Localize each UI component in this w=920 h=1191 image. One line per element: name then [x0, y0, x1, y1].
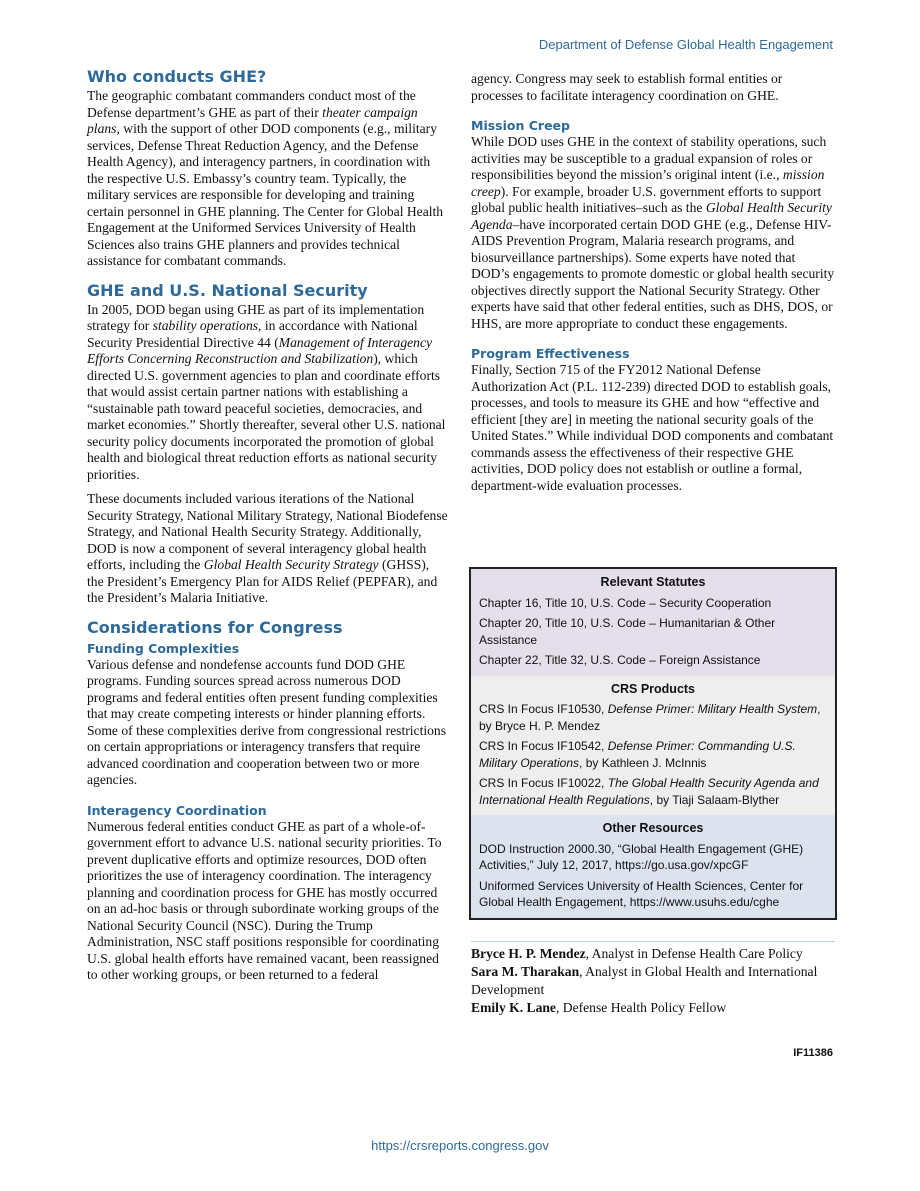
- relevant-statutes-heading: Relevant Statutes: [600, 575, 706, 589]
- relevant-statutes-section: [471, 569, 835, 676]
- other-resources-section: [471, 815, 835, 918]
- left-column: [87, 66, 449, 984]
- resources-sidebar: [469, 567, 837, 920]
- crs-product-item: CRS In Focus IF10542, Defense Primer: Commanding U.S. Military Operations, by Kathleen J. McInnis: [479, 739, 796, 770]
- interagency-paragraph: Numerous federal entities conduct GHE as part of a whole-of-government effort to advance U.S. national security priorities. To prevent duplicative efforts and optimize resources, DOD often prioritizes the use of interagency coordination. The interagency planning and coordination process for GHE has mostly occurred on an ad-hoc basis or through subordinate working groups of the National Security Council (NSC). During the Trump Administration, NSC staff positions responsible for coordinating U.S. global health efforts have remained vacant, been reassigned to other working groups, or been returned to a federal: [87, 818, 442, 982]
- running-header: Department of Defense Global Health Engagement: [538, 37, 833, 52]
- footer-url[interactable]: https://crsreports.congress.gov: [371, 1138, 549, 1153]
- other-resources-heading: Other Resources: [602, 821, 704, 835]
- author-entry: Emily K. Lane, Defense Health Policy Fellow: [471, 1000, 727, 1015]
- crs-products-heading: CRS Products: [610, 681, 696, 696]
- considerations-heading: Considerations for Congress: [87, 617, 343, 637]
- crs-product-item: CRS In Focus IF10022, The Global Health Security Agenda and International Health Regulations, by Tiaji Salaam-Blyther: [479, 776, 819, 807]
- program-effectiveness-heading: Program Effectiveness: [471, 346, 630, 361]
- natsec-paragraph-1: In 2005, DOD began using GHE as part of its implementation strategy for stability operations, in accordance with National Security Presidential Directive 44 (Management of Interagency Efforts Concerning Reconstruction and Stabilization), which directed U.S. government agencies to plan and coordinate efforts that would assist certain partner nations with establishing a “sustainable path toward peaceful societies, democracies, and market economies.” Shortly thereafter, several other U.S. national security policy documents incorporated the promotion of global health and biological threat reduction efforts as national security priorities.: [87, 301, 446, 482]
- program-effectiveness-paragraph: Finally, Section 715 of the FY2012 National Defense Authorization Act (P.L. 112-239) directed DOD to establish goals, processes, and tools to measure its GHE and how “effective and efficient [they are] in meeting the national security goals of the United States.” While individual DOD components and combatant commands assess the effectiveness of their respective GHE activities, DOD policy does not establish or outline a formal, department-wide evaluation processes.: [471, 362, 834, 493]
- mission-creep-paragraph: While DOD uses GHE in the context of stability operations, such activities may be susceptible to a gradual expansion of roles or responsibilities beyond the mission’s original intent (i.e., mission creep). For example, broader U.S. government efforts to support global public health initiatives–such as the Global Health Security Agenda–have incorporated certain DOD GHE (e.g., Defense HIV-AIDS Prevention Program, Malaria research programs, and biosurveillance partnerships). Some experts have noted that DOD’s engagements to promote domestic or global health security objectives directly support the National Security Strategy. Other experts have said that other federal entities, such as DHS, DOS, or HHS, are more appropriate to conduct these engagements.: [471, 134, 835, 331]
- natsec-heading: GHE and U.S. National Security: [87, 280, 368, 300]
- funding-paragraph: Various defense and nondefense accounts fund DOD GHE programs. Funding sources spread across numerous DOD programs and federal entities often present funding complexities that may create competing interests or hinder planning efforts. Some of these complexities derive from congressional restrictions on certain appropriations or interagency transfers that require advanced coordination and cooperation between two or more agencies.: [87, 656, 447, 787]
- crs-product-item: CRS In Focus IF10530, Defense Primer: Military Health System, by Bryce H. P. Mendez: [479, 702, 821, 733]
- natsec-paragraph-2: These documents included various iterations of the National Security Strategy, National Military Strategy, National Biodefense Strategy, and National Health Security Strategy. Additionally, DOD is now a component of several interagency global health efforts, including the Global Health Security Strategy (GHSS), the President’s Emergency Plan for AIDS Relief (PEPFAR), and the President’s Malaria Initiative.: [87, 491, 448, 605]
- author-list: [471, 941, 835, 1017]
- author-entry: Sara M. Tharakan, Analyst in Global Health and International Development: [471, 964, 818, 997]
- interagency-continued: agency. Congress may seek to establish formal entities or processes to facilitate interagency coordination on GHE.: [471, 71, 783, 103]
- statute-item: Chapter 20, Title 10, U.S. Code – Humanitarian & Other Assistance: [479, 616, 776, 647]
- who-conducts-paragraph: The geographic combatant commanders conduct most of the Defense department’s GHE as part of their theater campaign plans, with the support of other DOD components (e.g., military services, Defense Threat Reduction Agency, and the Defense Health Agency), and interagency partners, in coordination with the respective U.S. Embassy’s country team. Typically, the military services are responsible for developing and training certain personnel in GHE planning. The Center for Global Health Engagement at the Uniformed Services University of Health Sciences also trains GHE planners and provides technical assistance for combatant commands.: [87, 88, 444, 268]
- resource-item: Uniformed Services University of Health Sciences, Center for Global Health Engagement, https://www.usuhs.edu/cghe: [479, 878, 804, 909]
- mission-creep-heading: Mission Creep: [471, 118, 570, 133]
- right-column: [471, 66, 835, 494]
- resource-item: DOD Instruction 2000.30, “Global Health Engagement (GHE) Activities,” July 12, 2017, https://go.usa.gov/xpcGF: [479, 841, 804, 872]
- author-entry: Bryce H. P. Mendez, Analyst in Defense Health Care Policy: [471, 946, 803, 961]
- crs-products-section: [471, 676, 835, 816]
- report-number: IF11386: [793, 1047, 833, 1059]
- statute-item: Chapter 22, Title 32, U.S. Code – Foreign Assistance: [479, 653, 761, 667]
- who-conducts-heading: Who conducts GHE?: [87, 67, 267, 86]
- interagency-heading: Interagency Coordination: [87, 802, 267, 818]
- statute-item: Chapter 16, Title 10, U.S. Code – Security Cooperation: [479, 595, 772, 610]
- funding-heading: Funding Complexities: [87, 640, 240, 656]
